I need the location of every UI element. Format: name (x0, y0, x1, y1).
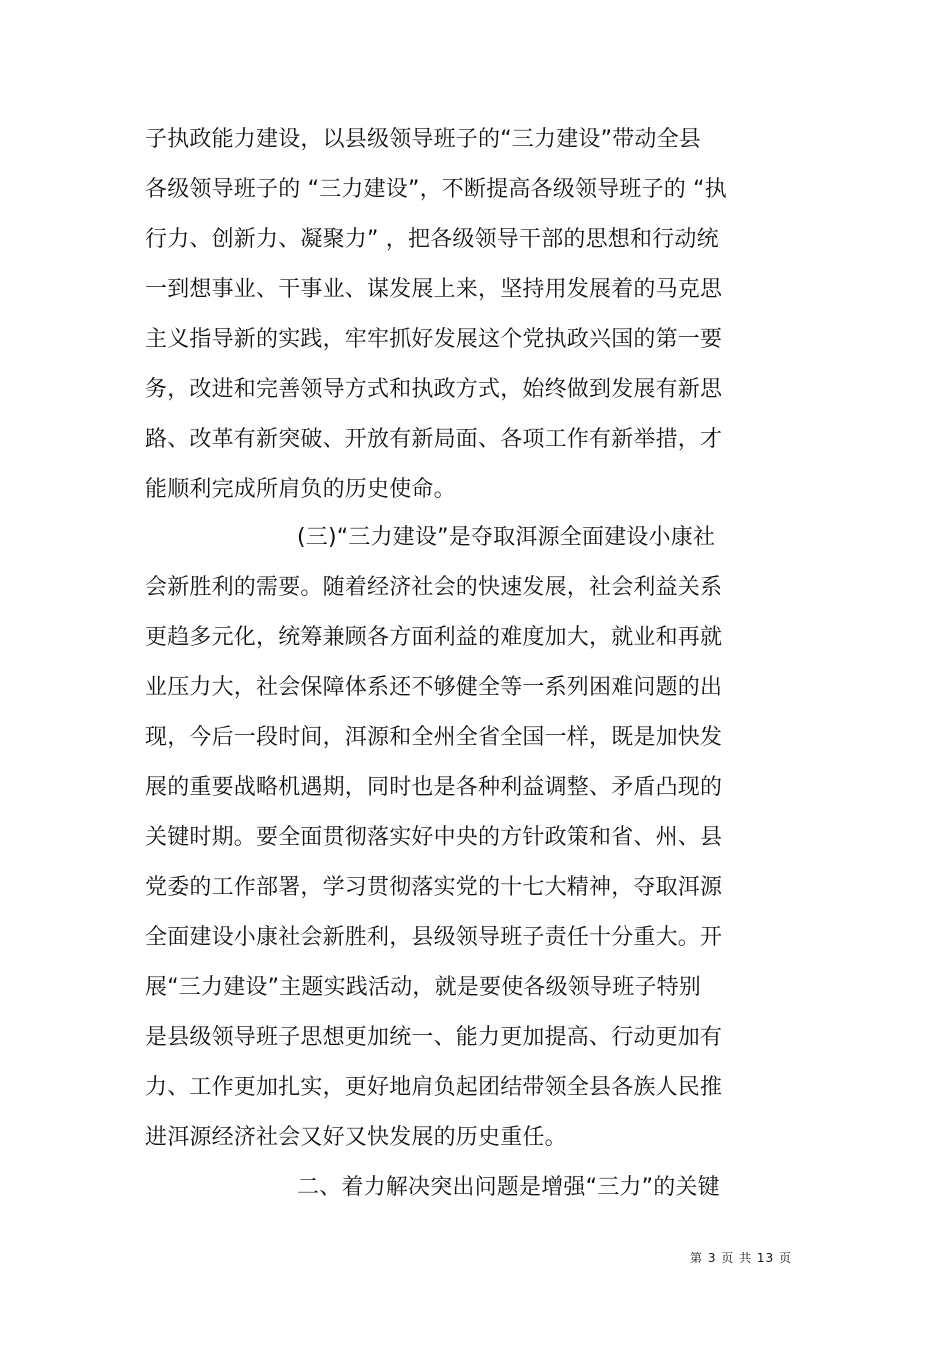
text-line: 主义指导新的实践，牢牢抓好发展这个党执政兴国的第一要 (145, 327, 723, 352)
text-line: 党委的工作部署，学习贯彻落实党的十七大精神，夺取洱源 (145, 875, 723, 900)
section-heading: (三)“三力建设”是夺取洱源全面建设小康社 (297, 525, 716, 550)
text-line: 是县级领导班子思想更加统一、能力更加提高、行动更加有 (145, 1025, 723, 1050)
text-line: 进洱源经济社会又好又快发展的历史重任。 (145, 1125, 567, 1150)
text-line: 现，今后一段时间，洱源和全州全省全国一样，既是加快发 (145, 725, 723, 750)
text-line: 路、改革有新突破、开放有新局面、各项工作有新举措，才 (145, 427, 723, 452)
text-line: 全面建设小康社会新胜利，县级领导班子责任十分重大。开 (145, 925, 723, 950)
text-line: 子执政能力建设，以县级领导班子的“三力建设”带动全县 (145, 127, 701, 152)
text-line: 展的重要战略机遇期，同时也是各种利益调整、矛盾凸现的 (145, 775, 723, 800)
text-line: 力、工作更加扎实，更好地肩负起团结带领全县各族人民推 (145, 1075, 723, 1100)
text-line: 业压力大，社会保障体系还不够健全等一系列困难问题的出 (145, 675, 723, 700)
text-line: 更趋多元化，统筹兼顾各方面利益的难度加大，就业和再就 (145, 625, 723, 650)
text-line: 关键时期。要全面贯彻落实好中央的方针政策和省、州、县 (145, 825, 723, 850)
text-line: 务，改进和完善领导方式和执政方式，始终做到发展有新思 (145, 377, 723, 402)
text-line: 会新胜利的需要。随着经济社会的快速发展，社会利益关系 (145, 575, 723, 600)
text-line: 能顺利完成所肩负的历史使命。 (145, 477, 456, 502)
section-heading: 二、着力解决突出问题是增强“三力”的关键 (297, 1175, 720, 1200)
text-line: 一到想事业、干事业、谋发展上来，坚持用发展着的马克思 (145, 277, 723, 302)
text-line: 行力、创新力、凝聚力” ，把各级领导干部的思想和行动统 (145, 227, 719, 252)
page-number-footer: 第 3 页 共 13 页 (690, 1251, 792, 1265)
text-line: 展“三力建设”主题实践活动，就是要使各级领导班子特别 (145, 975, 701, 1000)
text-line: 各级领导班子的 “三力建设”，不断提高各级领导班子的 “执 (145, 177, 727, 202)
